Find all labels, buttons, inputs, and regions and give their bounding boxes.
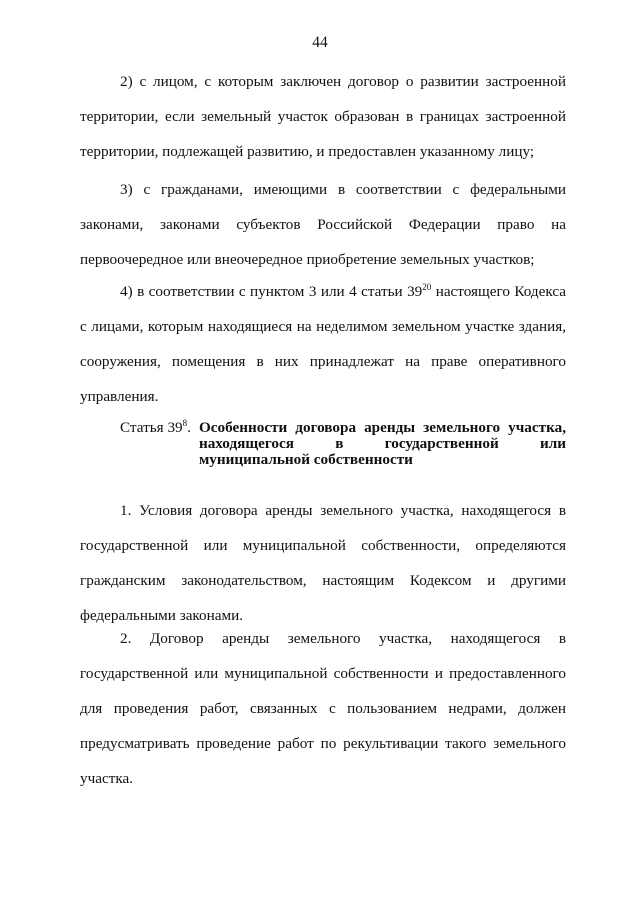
paragraph-clause-2: 2. Договор аренды земельного участка, находящегося в государственной или муниципальной собственности и предоставленного для проведения работ, связанных с пользованием недрами, должен предусматривать проведение работ по рекультивации такого земельного участка. <box>80 630 566 787</box>
paragraph-item-4-text-after: настоящего Кодекса с лицами, которым находящиеся на неделимом земельном участке здания, сооружения, помещения в них принадлежат на праве оперативного управления. <box>80 283 566 405</box>
article-label-suffix: . <box>187 419 191 436</box>
paragraph-item-4 <box>80 274 566 414</box>
paragraph-item-3: 3) с гражданами, имеющими в соответствии с федеральными законами, законами субъектов Российской Федерации право на первоочередное или внеочередное приобретение земельных участков; <box>80 181 566 268</box>
paragraph-item-2: 2) с лицом, с которым заключен договор о развитии застроенной территории, если земельный участок образован в границах застроенной территории, подлежащей развитию, и предоставлен указанному лицу; <box>80 73 566 160</box>
article-title: Особенности договора аренды земельного участка, находящегося в государственной или муниципальной собственности <box>198 419 566 468</box>
paragraph-item-4-superscript: 20 <box>422 281 432 292</box>
article-label <box>120 417 199 468</box>
page-number: 44 <box>312 34 328 51</box>
article-label-text: Статья 39 <box>120 419 183 436</box>
paragraph-clause-1: 1. Условия договора аренды земельного участка, находящегося в государственной или муниципальной собственности, определяются гражданским законодательством, настоящим Кодексом и другими федеральными законами. <box>80 502 566 624</box>
paragraph-item-4-text-before: 4) в соответствии с пунктом 3 или 4 статьи 39 <box>120 283 423 300</box>
article-heading <box>120 417 566 468</box>
article-label-superscript: 8 <box>182 417 188 428</box>
